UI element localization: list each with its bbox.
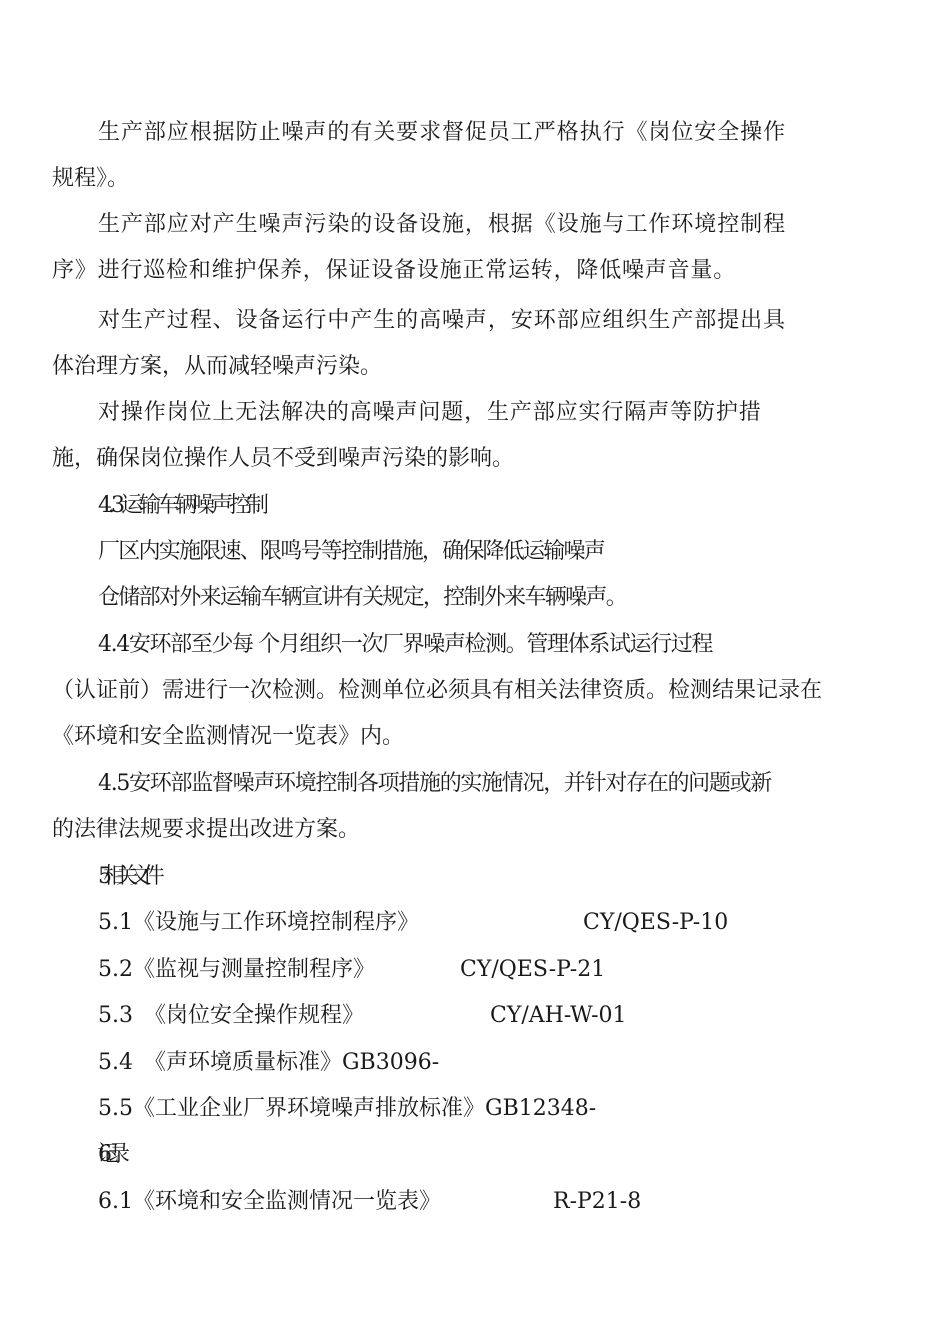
- paragraph-2-line-1: 生产部应对产生噪声污染的设备设施，根据《设施与工作环境控制程: [98, 212, 787, 237]
- section-4-4-line-2: （认证前）需进行一次检测。检测单位必须具有相关法律资质。检测结果记录在: [52, 678, 823, 703]
- related-doc-5-5-label: 5.5《工业企业厂界环境噪声排放标准》GB12348-: [98, 1096, 597, 1121]
- paragraph-3-line-2: 体治理方案，从而减轻噪声污染。: [52, 354, 383, 379]
- record-6-1-label: 6.1《环境和安全监测情况一览表》: [98, 1189, 441, 1214]
- related-doc-5-4-label: 5.4 《声环境质量标准》GB3096-: [98, 1050, 440, 1075]
- section-4-4-line-3: 《环境和安全监测情况一览表》内。: [52, 724, 405, 749]
- related-doc-5-1-label: 5.1《设施与工作环境控制程序》: [98, 910, 419, 935]
- section-4-3-title: 4.3运输车辆噪声控制: [98, 493, 265, 518]
- related-doc-5-2-label: 5.2《监视与测量控制程序》: [98, 957, 375, 982]
- paragraph-1-line-2: 规程》。: [52, 166, 130, 191]
- paragraph-4-line-1: 对操作岗位上无法解决的高噪声问题，生产部应实行隔声等防护措: [98, 400, 762, 425]
- records-title: 6 记录: [98, 1142, 119, 1167]
- related-doc-5-3-label: 5.3 《岗位安全操作规程》: [98, 1003, 364, 1028]
- related-doc-5-3-code: CY/AH-W-01: [490, 1003, 627, 1028]
- section-4-5-line-1: 4.5安环部监督噪声环境控制各项措施的实施情况，并针对存在的问题或新: [98, 771, 771, 796]
- paragraph-4-line-2: 施，确保岗位操作人员不受到噪声污染的影响。: [52, 446, 515, 471]
- section-4-5-line-2: 的法律法规要求提出改进方案。: [52, 817, 361, 842]
- paragraph-3-line-1: 对生产过程、设备运行中产生的高噪声，安环部应组织生产部提出具: [98, 308, 787, 333]
- section-4-3-paragraph-1: 厂区内实施限速、限鸣号等控制措施，确保降低运输噪声: [98, 539, 605, 564]
- related-doc-5-1-code: CY/QES-P-10: [583, 910, 729, 935]
- section-4-4-line-1: 4.4安环部至少每 个月组织一次厂界噪声检测。管理体系试运行过程: [98, 632, 712, 657]
- paragraph-2-line-2: 序》进行巡检和维护保养，保证设备设施正常运转，降低噪声音量。: [52, 258, 737, 283]
- section-4-3-paragraph-2: 仓储部对外来运输车辆宣讲有关规定，控制外来车辆噪声。: [98, 585, 627, 610]
- related-docs-title: 5相关文件: [98, 864, 156, 889]
- related-doc-5-2-code: CY/QES-P-21: [460, 957, 606, 982]
- record-6-1-code: R-P21-8: [553, 1189, 642, 1214]
- paragraph-1-line-1: 生产部应根据防止噪声的有关要求督促员工严格执行《岗位安全操作: [98, 120, 787, 145]
